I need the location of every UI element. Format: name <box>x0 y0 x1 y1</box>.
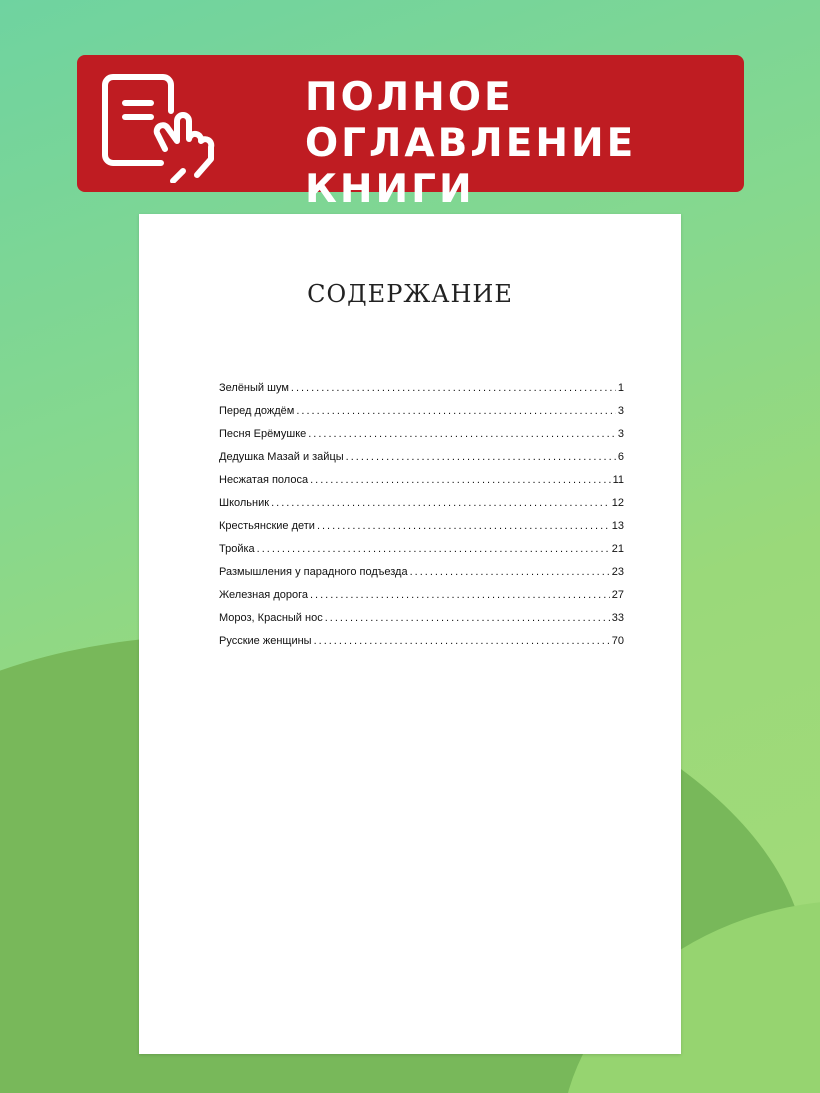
toc-item-title: Зелёный шум <box>219 382 289 394</box>
toc-item-page: 11 <box>612 474 624 486</box>
toc-item <box>219 474 624 497</box>
toc-item <box>219 635 624 658</box>
toc-item <box>219 428 624 451</box>
toc-item-title: Перед дождём <box>219 405 295 417</box>
toc-item <box>219 566 624 589</box>
banner-title <box>305 75 744 213</box>
toc-leader-dots <box>310 589 610 601</box>
toc-item-title: Русские женщины <box>219 635 312 647</box>
toc-item-title: Крестьянские дети <box>219 520 315 532</box>
page-title: СОДЕРЖАНИЕ <box>307 280 513 308</box>
toc-item-page: 6 <box>617 451 624 463</box>
toc-item-page: 23 <box>611 566 624 578</box>
toc-leader-dots <box>271 497 610 509</box>
toc-item-title: Железная дорога <box>219 589 308 601</box>
toc-leader-dots <box>346 451 616 463</box>
toc-item-title: Мороз, Красный нос <box>219 612 323 624</box>
toc-item <box>219 612 624 635</box>
toc-item-page: 1 <box>617 382 624 394</box>
toc-leader-dots <box>410 566 610 578</box>
toc-item-page: 13 <box>611 520 624 532</box>
toc-item <box>219 589 624 612</box>
toc-item-title: Школьник <box>219 497 270 509</box>
toc-leader-dots <box>317 520 610 532</box>
toc-leader-dots <box>308 428 616 440</box>
toc-leader-dots <box>314 635 610 647</box>
toc-item-page: 70 <box>611 635 624 647</box>
toc-item-page: 3 <box>617 428 624 440</box>
banner-title-line-1: ПОЛНОЕ <box>305 75 514 120</box>
toc-leader-dots <box>325 612 610 624</box>
toc-item-title: Песня Ерёмушке <box>219 428 307 440</box>
toc-item-page: 3 <box>617 405 624 417</box>
toc-item <box>219 497 624 520</box>
toc-item <box>219 451 624 474</box>
toc-leader-dots <box>257 543 610 555</box>
table-of-contents <box>219 382 624 658</box>
toc-item-page: 33 <box>611 612 624 624</box>
toc-item-title: Тройка <box>219 543 255 555</box>
toc-leader-dots <box>291 382 616 394</box>
toc-item-title: Дедушка Мазай и зайцы <box>219 451 344 463</box>
toc-item-title: Несжатая полоса <box>219 474 309 486</box>
toc-item <box>219 382 624 405</box>
header-banner <box>77 55 744 212</box>
toc-item-title: Размышления у парадного подъезда <box>219 566 408 578</box>
toc-item-page: 21 <box>611 543 624 555</box>
toc-leader-dots <box>296 405 616 417</box>
toc-item-page: 12 <box>611 497 624 509</box>
book-page <box>139 214 681 1054</box>
toc-item <box>219 543 624 566</box>
toc-leader-dots <box>310 474 611 486</box>
toc-item-page: 27 <box>611 589 624 601</box>
toc-item <box>219 520 624 543</box>
banner-title-line-2: ОГЛАВЛЕНИЕ КНИГИ <box>305 121 637 212</box>
toc-item <box>219 405 624 428</box>
document-hand-icon <box>99 71 219 183</box>
